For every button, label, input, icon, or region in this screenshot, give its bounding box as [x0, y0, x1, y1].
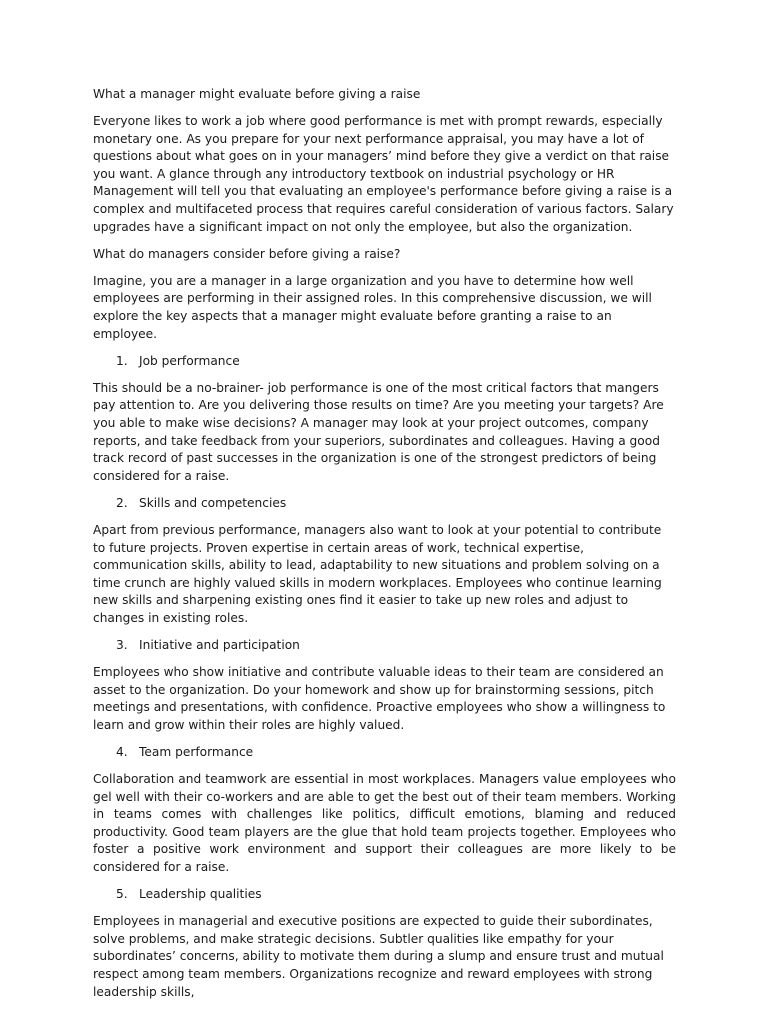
section-body-job-performance: This should be a no-brainer- job performance is one of the most critical factors that mangers pay attention to. Are you delivering those results on time? Are you meeting your targets? Are you able to make wise decisions? A manager may look at your project outcomes, company reports, and take feedback from your superiors, subordinates and colleagues. Having a good track record of past successes in the organization is one of the strongest predictors of being considered for a raise.: [93, 380, 664, 483]
section-heading-initiative: [93, 637, 676, 655]
section-number: 1.: [116, 353, 128, 368]
section-number: 3.: [116, 638, 128, 653]
section-body-team-performance: Collaboration and teamwork are essential in most workplaces. Managers value employees who gel well with their co-workers and are able to get the best out of their team members. Working in teams comes with challenges like politics, difficult emotions, blaming and reduced productivity. Good team players are the glue that hold team projects together. Employees who foster a positive work environment and support their colleagues are more likely to be considered for a raise.: [93, 772, 676, 875]
section-number: 4.: [116, 745, 128, 759]
document-title: What a manager might evaluate before giving a raise: [93, 87, 421, 101]
section-heading-label: Team performance: [139, 745, 254, 759]
section-heading-label: Skills and competencies: [139, 495, 287, 510]
section-body-initiative: Employees who show initiative and contribute valuable ideas to their team are considered an asset to the organization. Do your homework and show up for brainstorming sessions, pitch meetings and presentations, with confidence. Proactive employees who show a willingness to learn and grow within their roles are highly valued.: [93, 665, 666, 732]
section-heading-job-performance: [93, 353, 676, 371]
document-page: [93, 86, 676, 1011]
section-number: 2.: [116, 495, 128, 510]
section-body-skills: Apart from previous performance, managers also want to look at your potential to contribute to future projects. Proven expertise in certain areas of work, technical expertise, communication skills, ability to lead, adaptability to new situations and problem solving on a time crunch are highly valued skills in modern workplaces. Employees who continue learning new skills and sharpening existing ones find it easier to take up new roles and adjust to changes in existing roles.: [93, 522, 662, 625]
question-heading: What do managers consider before giving a raise?: [93, 246, 401, 261]
section-heading-team-performance: [93, 744, 676, 762]
section-heading-label: Job performance: [139, 353, 240, 368]
section-heading-skills: [93, 495, 676, 513]
question-body-paragraph: Imagine, you are a manager in a large organization and you have to determine how well employees are performing in their assigned roles. In this comprehensive discussion, we will explore the key aspects that a manager might evaluate before granting a raise to an employee.: [93, 273, 652, 341]
section-body-leadership: Employees in managerial and executive positions are expected to guide their subordinates, solve problems, and make strategic decisions. Subtler qualities like empathy for your subordinates’ concerns, ability to motivate them during a slump and ensure trust and mutual respect among team members. Organizations recognize and reward employees with strong leadership skills,: [93, 914, 664, 999]
section-heading-leadership: [93, 886, 676, 904]
section-number: 5.: [116, 887, 128, 902]
section-heading-label: Initiative and participation: [139, 638, 300, 653]
section-heading-label: Leadership qualities: [139, 887, 262, 902]
intro-paragraph: Everyone likes to work a job where good performance is met with prompt rewards, especially monetary one. As you prepare for your next performance appraisal, you may have a lot of questions about what goes on in your managers’ mind before they give a verdict on that raise you want. A glance through any introductory textbook on industrial psychology or HR Management will tell you that evaluating an employee's performance before giving a raise is a complex and multifaceted process that requires careful consideration of various factors. Salary upgrades have a significant impact on not only the employee, but also the organization.: [93, 114, 674, 234]
